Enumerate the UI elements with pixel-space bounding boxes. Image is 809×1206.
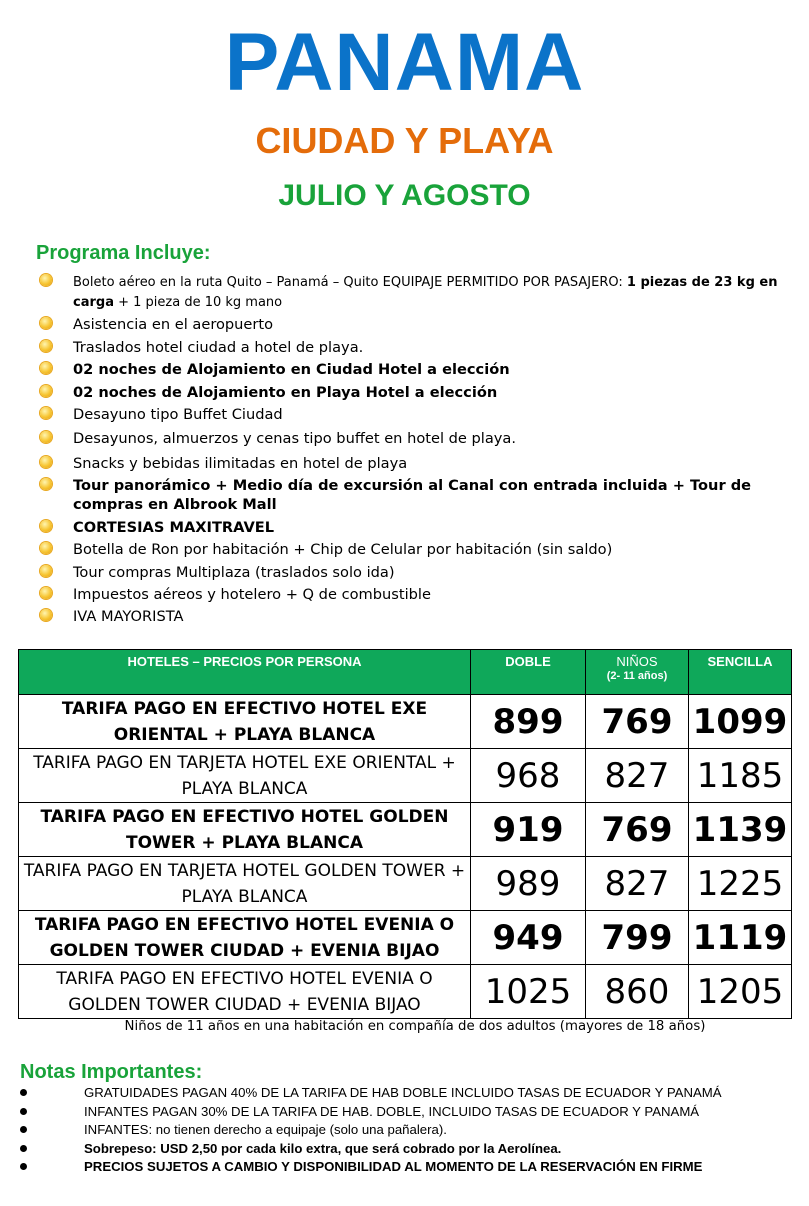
bullet-icon (20, 1163, 27, 1170)
table-footnote: Niños de 11 años en una habitación en compañía de dos adultos (mayores de 18 años) (124, 1019, 706, 1034)
table-row (19, 749, 792, 803)
sun-bullet-icon (40, 520, 52, 532)
sun-bullet-icon (40, 274, 52, 286)
bullet-icon (20, 1108, 27, 1115)
table-row (19, 857, 792, 911)
list-item: 02 noches de Alojamiento en Ciudad Hotel a elección (38, 360, 798, 379)
program-list (38, 272, 798, 630)
price-children: 860 (586, 965, 689, 1019)
page-subtitle: CIUDAD Y PLAYA (255, 120, 554, 161)
rate-description: TARIFA PAGO EN EFECTIVO HOTEL EVENIA O GOLDEN TOWER CIUDAD + EVENIA BIJAO (19, 965, 471, 1019)
price-children: 769 (586, 803, 689, 857)
price-children: 827 (586, 857, 689, 911)
sun-bullet-icon (40, 340, 52, 352)
list-item: Desayuno tipo Buffet Ciudad (38, 405, 798, 424)
notes-heading: Notas Importantes: (20, 1061, 203, 1083)
price-single: 1119 (689, 911, 792, 965)
bullet-icon (20, 1145, 27, 1152)
header-children: NIÑOS (2- 11 años) (586, 650, 689, 695)
rate-description: TARIFA PAGO EN EFECTIVO HOTEL GOLDEN TOWER + PLAYA BLANCA (19, 803, 471, 857)
program-heading: Programa Incluye: (36, 242, 211, 264)
list-item: INFANTES: no tienen derecho a equipaje (solo una pañalera). (18, 1121, 808, 1138)
rate-description: TARIFA PAGO EN TARJETA HOTEL EXE ORIENTAL + PLAYA BLANCA (19, 749, 471, 803)
list-item: Tour panorámico + Medio día de excursión al Canal con entrada incluida + Tour de compras en Albrook Mall (38, 476, 798, 514)
table-row (19, 911, 792, 965)
price-single: 1185 (689, 749, 792, 803)
price-single: 1139 (689, 803, 792, 857)
header-hotels: HOTELES – PRECIOS POR PERSONA (19, 650, 471, 695)
table-row (19, 803, 792, 857)
sun-bullet-icon (40, 385, 52, 397)
price-children: 827 (586, 749, 689, 803)
sun-bullet-icon (40, 407, 52, 419)
list-item: Botella de Ron por habitación + Chip de Celular por habitación (sin saldo) (38, 540, 798, 559)
list-item: Traslados hotel ciudad a hotel de playa. (38, 338, 798, 357)
header-double: DOBLE (471, 650, 586, 695)
travel-dates: JULIO Y AGOSTO (278, 179, 531, 212)
list-item: Sobrepeso: USD 2,50 por cada kilo extra, que será cobrado por la Aerolínea. (18, 1140, 808, 1157)
price-double: 899 (471, 695, 586, 749)
price-double: 949 (471, 911, 586, 965)
rate-description: TARIFA PAGO EN EFECTIVO HOTEL EXE ORIENTAL + PLAYA BLANCA (19, 695, 471, 749)
price-single: 1099 (689, 695, 792, 749)
list-item: Snacks y bebidas ilimitadas en hotel de playa (38, 454, 798, 473)
list-item: INFANTES PAGAN 30% DE LA TARIFA DE HAB. DOBLE, INCLUIDO TASAS DE ECUADOR Y PANAMÁ (18, 1103, 808, 1120)
bullet-icon (20, 1089, 27, 1096)
table-row (19, 695, 792, 749)
list-item: Asistencia en el aeropuerto (38, 315, 798, 334)
page-title: PANAMA (224, 17, 585, 108)
price-children: 799 (586, 911, 689, 965)
table-header-row (19, 650, 792, 695)
sun-bullet-icon (40, 542, 52, 554)
list-item: GRATUIDADES PAGAN 40% DE LA TARIFA DE HAB DOBLE INCLUIDO TASAS DE ECUADOR Y PANAMÁ (18, 1084, 808, 1101)
price-double: 1025 (471, 965, 586, 1019)
list-item: CORTESIAS MAXITRAVEL (38, 518, 798, 537)
table-row (19, 965, 792, 1019)
rate-description: TARIFA PAGO EN TARJETA HOTEL GOLDEN TOWER + PLAYA BLANCA (19, 857, 471, 911)
list-item: Tour compras Multiplaza (traslados solo ida) (38, 563, 798, 582)
list-item: Impuestos aéreos y hotelero + Q de combustible (38, 585, 798, 604)
price-children: 769 (586, 695, 689, 749)
sun-bullet-icon (40, 362, 52, 374)
price-double: 919 (471, 803, 586, 857)
sun-bullet-icon (40, 609, 52, 621)
list-item: IVA MAYORISTA (38, 607, 798, 626)
header-single: SENCILLA (689, 650, 792, 695)
sun-bullet-icon (40, 478, 52, 490)
sun-bullet-icon (40, 587, 52, 599)
sun-bullet-icon (40, 565, 52, 577)
sun-bullet-icon (40, 431, 52, 443)
list-item: PRECIOS SUJETOS A CAMBIO Y DISPONIBILIDAD AL MOMENTO DE LA RESERVACIÓN EN FIRME (18, 1158, 808, 1175)
bullet-icon (20, 1126, 27, 1133)
price-double: 989 (471, 857, 586, 911)
list-item: Boleto aéreo en la ruta Quito – Panamá – Quito EQUIPAJE PERMITIDO POR PASAJERO: 1 piezas de 23 kg en carga + 1 pieza de 10 kg mano (38, 272, 798, 312)
sun-bullet-icon (40, 456, 52, 468)
price-single: 1225 (689, 857, 792, 911)
list-item: 02 noches de Alojamiento en Playa Hotel a elección (38, 383, 798, 402)
price-double: 968 (471, 749, 586, 803)
notes-list (18, 1084, 808, 1177)
sun-bullet-icon (40, 317, 52, 329)
price-table (18, 649, 792, 1019)
price-single: 1205 (689, 965, 792, 1019)
rate-description: TARIFA PAGO EN EFECTIVO HOTEL EVENIA O GOLDEN TOWER CIUDAD + EVENIA BIJAO (19, 911, 471, 965)
list-item: Desayunos, almuerzos y cenas tipo buffet en hotel de playa. (38, 429, 798, 448)
